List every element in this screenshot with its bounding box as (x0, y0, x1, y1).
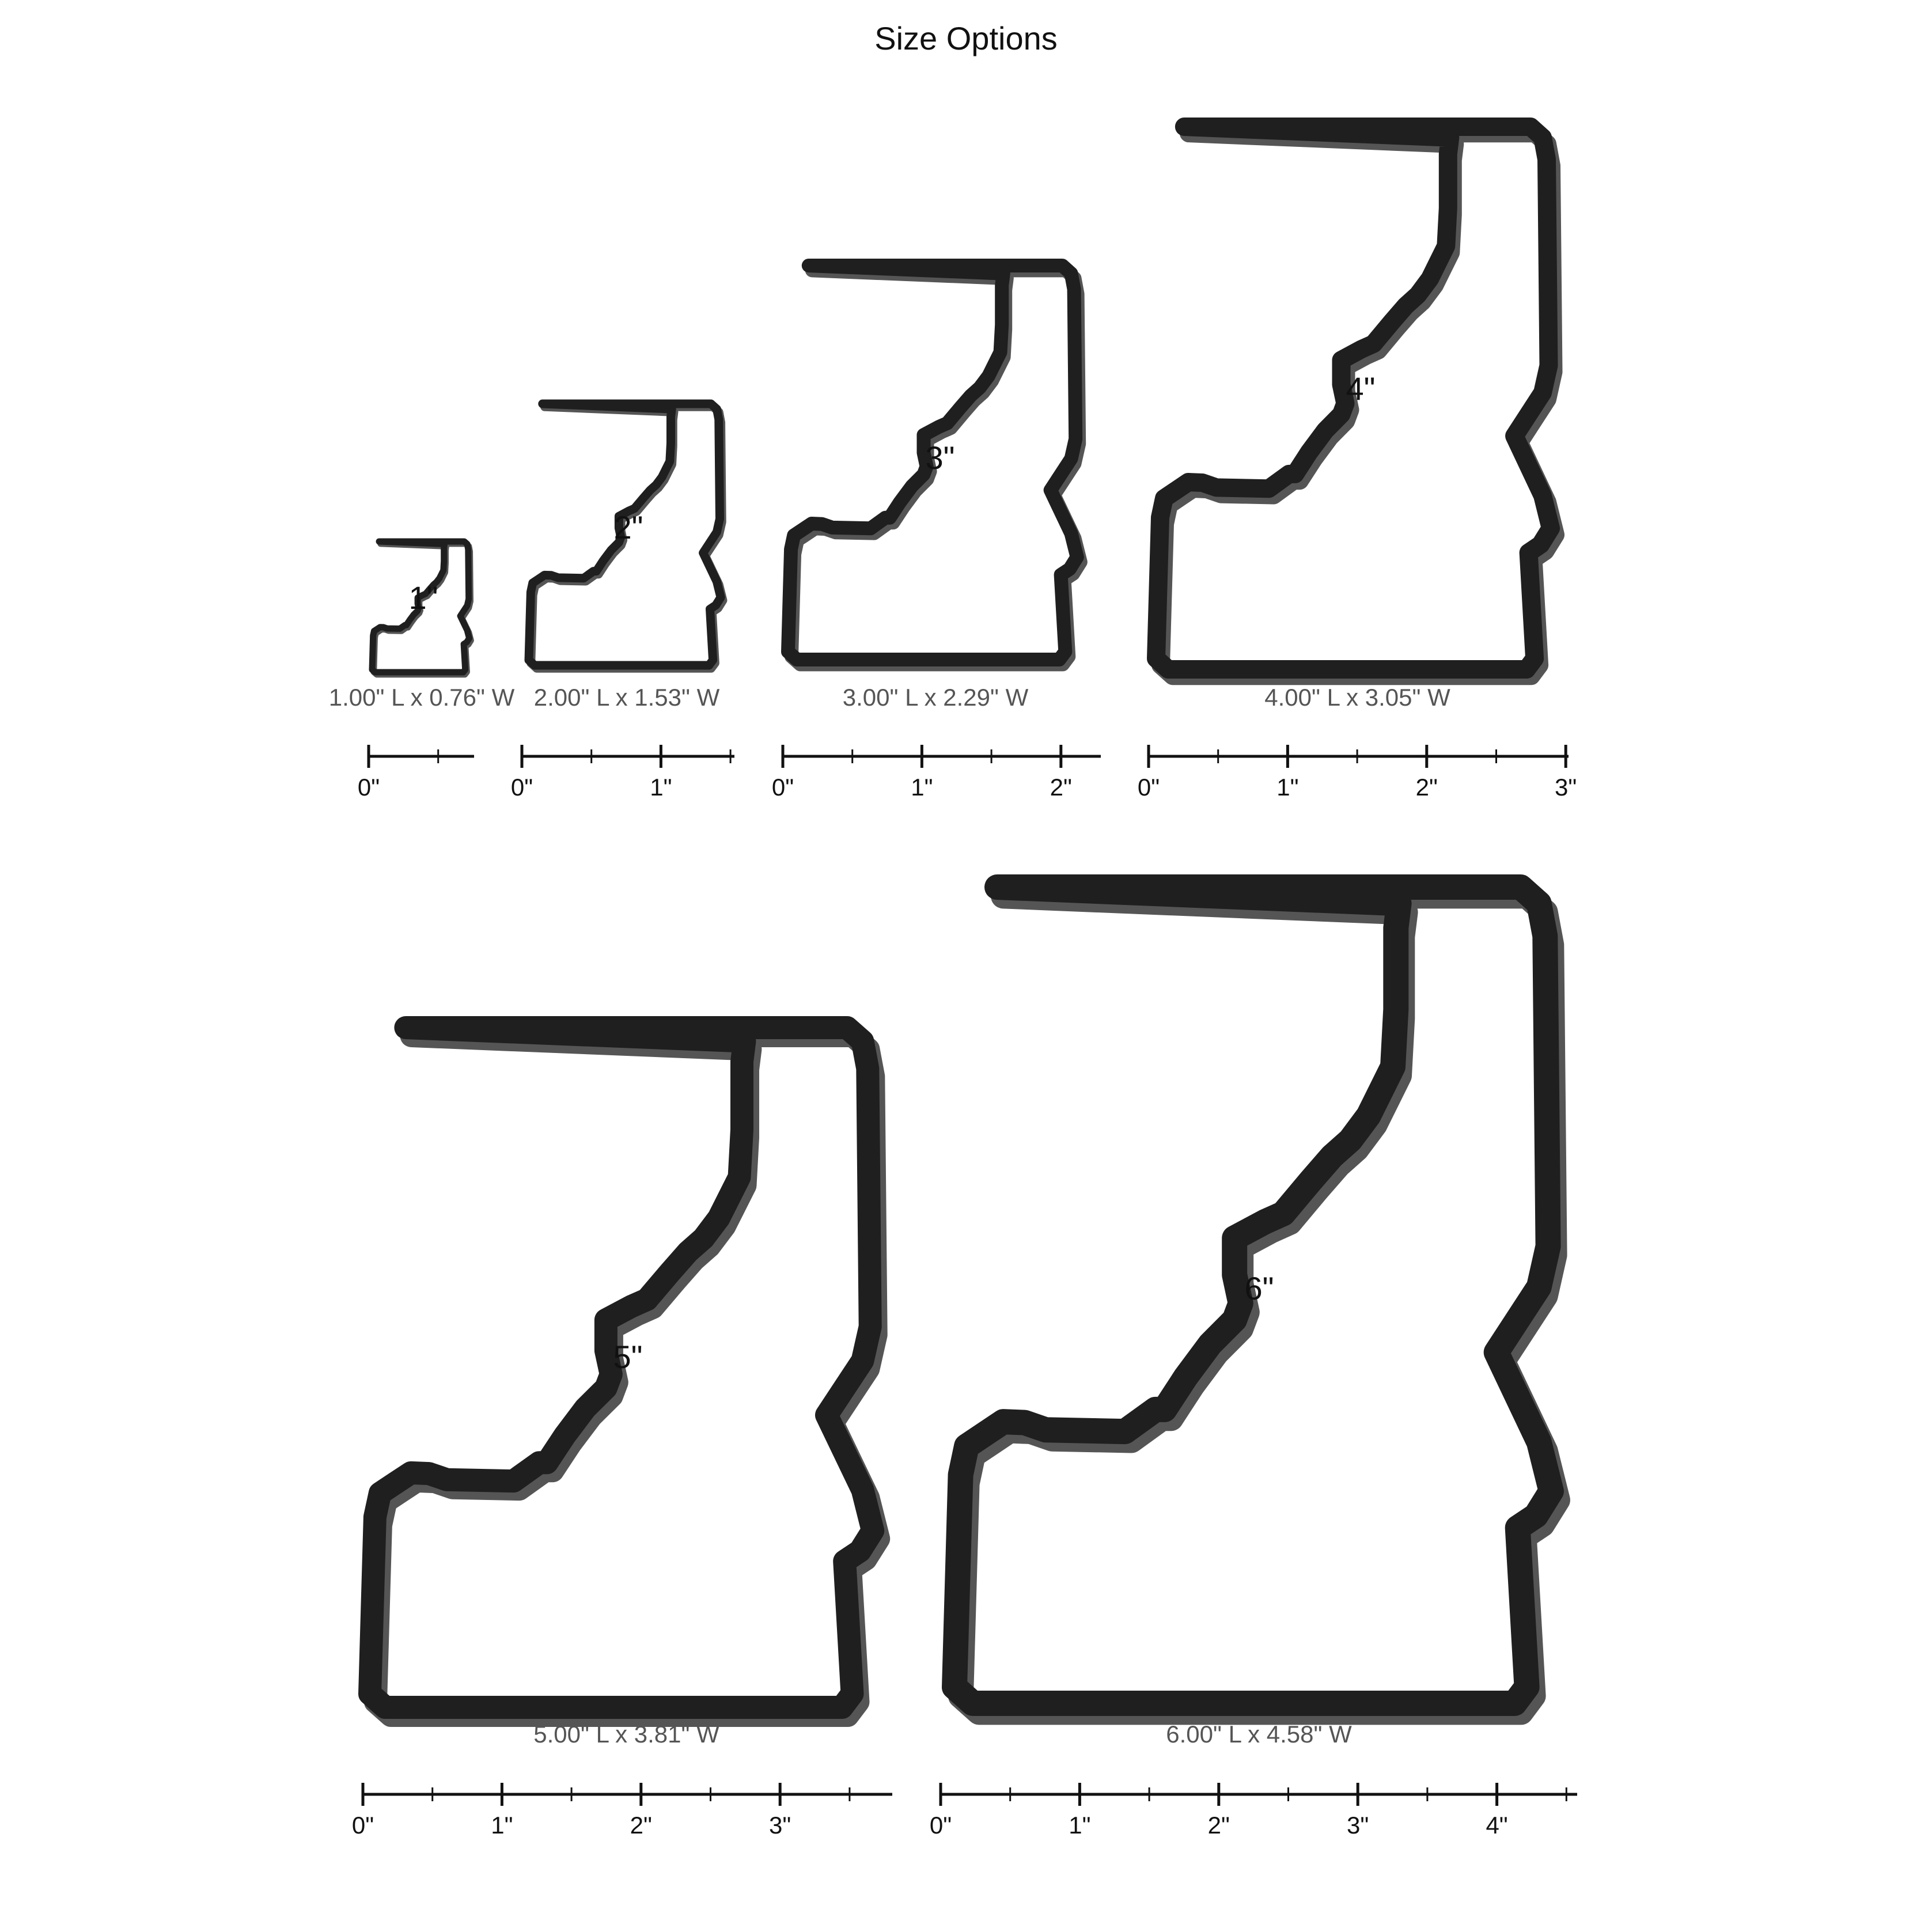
size-option-5 (352, 1028, 892, 1839)
ruler-tick-label: 4" (1486, 1812, 1508, 1839)
ruler (930, 1783, 1577, 1839)
cutter-outline-shadow (376, 1036, 878, 1715)
size-label: 6" (1244, 1270, 1274, 1306)
ruler-tick-label: 1" (491, 1812, 513, 1839)
ruler-tick-label: 1" (911, 774, 933, 801)
ruler-tick-label: 0" (510, 774, 533, 801)
ruler-tick-label: 3" (1555, 774, 1577, 801)
size-option-6 (930, 887, 1577, 1839)
dimensions-caption: 4.00" L x 3.05" W (1264, 684, 1450, 711)
size-label: 3" (925, 440, 955, 476)
ruler-tick-label: 2" (1415, 774, 1438, 801)
ruler-tick-label: 2" (1207, 1812, 1230, 1839)
ruler-tick-label: 1" (1276, 774, 1299, 801)
dimensions-caption: 1.00" L x 0.76" W (328, 684, 515, 711)
ruler-tick-label: 0" (771, 774, 794, 801)
size-option-3 (772, 266, 1101, 801)
ruler (358, 745, 474, 801)
ruler (511, 745, 734, 801)
ruler (352, 1783, 892, 1839)
page-title: Size Options (874, 20, 1058, 56)
size-label: 2" (613, 509, 643, 545)
ruler-tick-label: 0" (351, 1812, 374, 1839)
dimensions-caption: 3.00" L x 2.29" W (842, 684, 1029, 711)
size-label: 4" (1346, 370, 1376, 407)
size-label: 5" (613, 1339, 643, 1375)
ruler-tick-label: 0" (1137, 774, 1160, 801)
size-label: 1" (408, 579, 438, 616)
size-option-2 (511, 404, 734, 801)
ruler (1138, 745, 1577, 801)
ruler-tick-label: 1" (650, 774, 672, 801)
ruler-tick-label: 2" (630, 1812, 652, 1839)
ruler-tick-label: 0" (357, 774, 380, 801)
ruler (772, 745, 1101, 801)
size-option-1 (329, 541, 515, 801)
dimensions-caption: 2.00" L x 1.53" W (533, 684, 720, 711)
ruler-tick-label: 3" (1347, 1812, 1369, 1839)
ruler-tick-label: 1" (1069, 1812, 1091, 1839)
size-option-4 (1138, 127, 1577, 801)
ruler-tick-label: 0" (929, 1812, 952, 1839)
ruler-tick-label: 2" (1050, 774, 1072, 801)
dimensions-caption: 6.00" L x 4.58" W (1166, 1721, 1352, 1748)
dimensions-caption: 5.00" L x 3.81" W (533, 1721, 719, 1748)
ruler-tick-label: 3" (769, 1812, 791, 1839)
